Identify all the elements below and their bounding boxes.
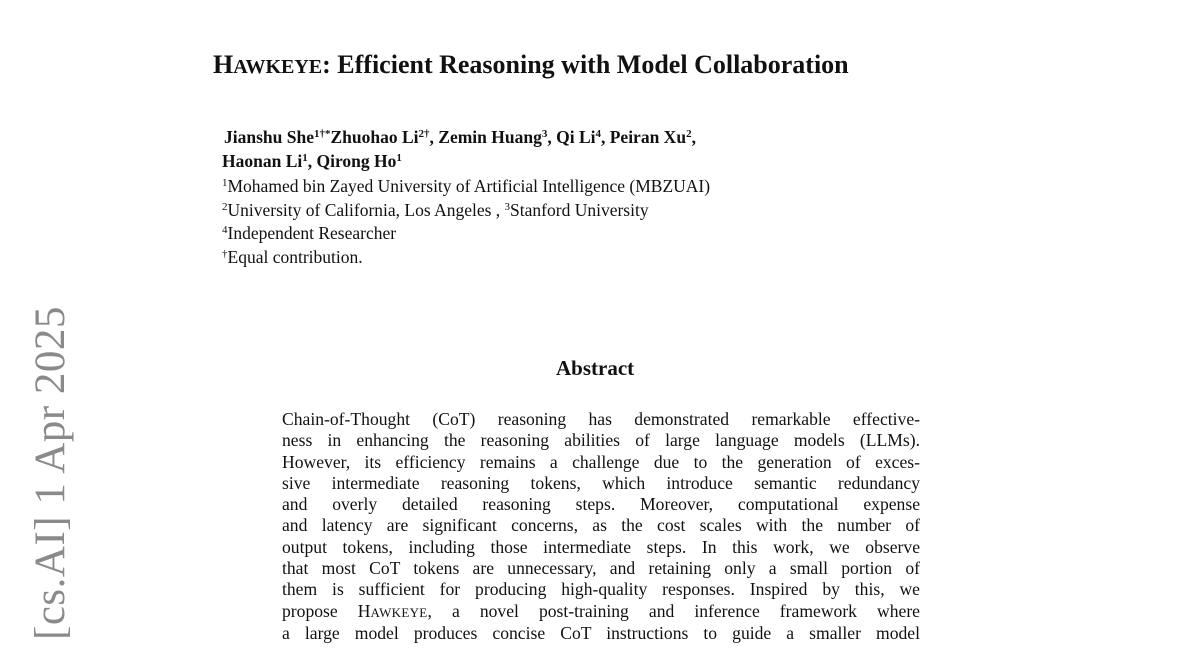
author-name: Zemin Huang bbox=[438, 127, 542, 147]
title-rest: : Efficient Reasoning with Model Collaboration bbox=[322, 50, 849, 79]
abstract-line: Chain-of-Thought (CoT) reasoning has demonstrated remarkable effective- bbox=[282, 409, 920, 429]
method-name-smallcaps: AWKEYE bbox=[370, 604, 428, 620]
abstract-line: and overly detailed reasoning steps. Moreover, computational expense bbox=[282, 494, 920, 515]
paper-title bbox=[213, 50, 849, 80]
title-name-smallcaps: AWKEYE bbox=[233, 56, 323, 78]
abstract-line: them is sufficient for producing high-quality responses. Inspired by this, we bbox=[282, 579, 920, 600]
author-name: Jianshu She bbox=[224, 127, 314, 147]
arxiv-stamp-text: [cs.AI] 1 Apr 2025 bbox=[27, 306, 74, 640]
abstract-line: output tokens, including those intermediate steps. In this work, we observe bbox=[282, 536, 920, 557]
author-mark: 2 bbox=[686, 128, 692, 140]
author-name: Zhuohao Li bbox=[330, 127, 419, 147]
author-line-2: Haonan Li$^1$, Qirong Ho$^1$ bbox=[222, 150, 402, 171]
title-name-initial: H bbox=[213, 50, 234, 79]
author-list bbox=[224, 126, 864, 173]
abstract-line-part: , a novel post-training and inference framework where bbox=[427, 600, 920, 621]
affiliation bbox=[222, 175, 710, 199]
abstract-body bbox=[282, 409, 920, 644]
abstract-line: ness in enhancing the reasoning abilities of large language models (LLMs). bbox=[282, 430, 920, 451]
abstract-line bbox=[282, 601, 920, 623]
affiliation-mark: † bbox=[222, 247, 228, 260]
affiliation-mark: 1 bbox=[222, 177, 228, 189]
affiliation bbox=[222, 199, 710, 223]
author-name: Haonan Li bbox=[222, 150, 303, 171]
abstract-line: sive intermediate reasoning tokens, which introduce semantic redundancy bbox=[282, 472, 920, 493]
author-mark: 4 bbox=[595, 128, 601, 140]
arxiv-stamp bbox=[26, 306, 74, 640]
abstract-line: a large model produces concise CoT instructions to guide a smaller model bbox=[282, 622, 920, 643]
affiliation-list bbox=[222, 175, 710, 269]
affiliation-text: Equal contribution. bbox=[227, 246, 363, 267]
author-mark: 1†* bbox=[313, 128, 331, 140]
abstract-line: However, its efficiency remains a challenge due to the generation of exces- bbox=[282, 451, 920, 472]
affiliation-mark: 2 bbox=[222, 200, 228, 213]
abstract-heading: Abstract bbox=[556, 356, 635, 380]
method-name-initial: H bbox=[357, 600, 371, 621]
author-name: Qirong Ho bbox=[316, 150, 397, 171]
abstract-line-part: propose bbox=[282, 600, 358, 621]
author-line-1: Jianshu She$^{1\dagger*}$Zhuohao $Li^{2\dagger}$, Zemin Huang$^3$, Qi Li$^4$, Peiran Xu$^2$, bbox=[224, 127, 696, 147]
author-mark: 1 bbox=[396, 151, 402, 164]
affiliation bbox=[222, 222, 710, 246]
author-name: Peiran Xu bbox=[609, 127, 687, 147]
affiliation bbox=[222, 246, 710, 270]
affiliation-text: Independent Researcher bbox=[227, 223, 397, 243]
affiliation-text: Stanford University bbox=[510, 199, 649, 220]
author-mark: 3 bbox=[541, 128, 548, 140]
author-name: Qi Li bbox=[556, 127, 596, 147]
affiliation-mark: 3 bbox=[504, 200, 511, 213]
affiliation-mark: 4 bbox=[222, 224, 228, 236]
abstract-line: and latency are significant concerns, as the cost scales with the number of bbox=[282, 515, 920, 536]
author-mark: 2† bbox=[418, 128, 430, 140]
author-mark: 1 bbox=[302, 151, 308, 164]
abstract-line: that most CoT tokens are unnecessary, and retaining only a small portion of bbox=[282, 558, 920, 579]
affiliation-text: Mohamed bin Zayed University of Artificial Intelligence (MBZUAI) bbox=[227, 176, 711, 196]
affiliation-text: University of California, Los Angeles , bbox=[227, 199, 505, 220]
